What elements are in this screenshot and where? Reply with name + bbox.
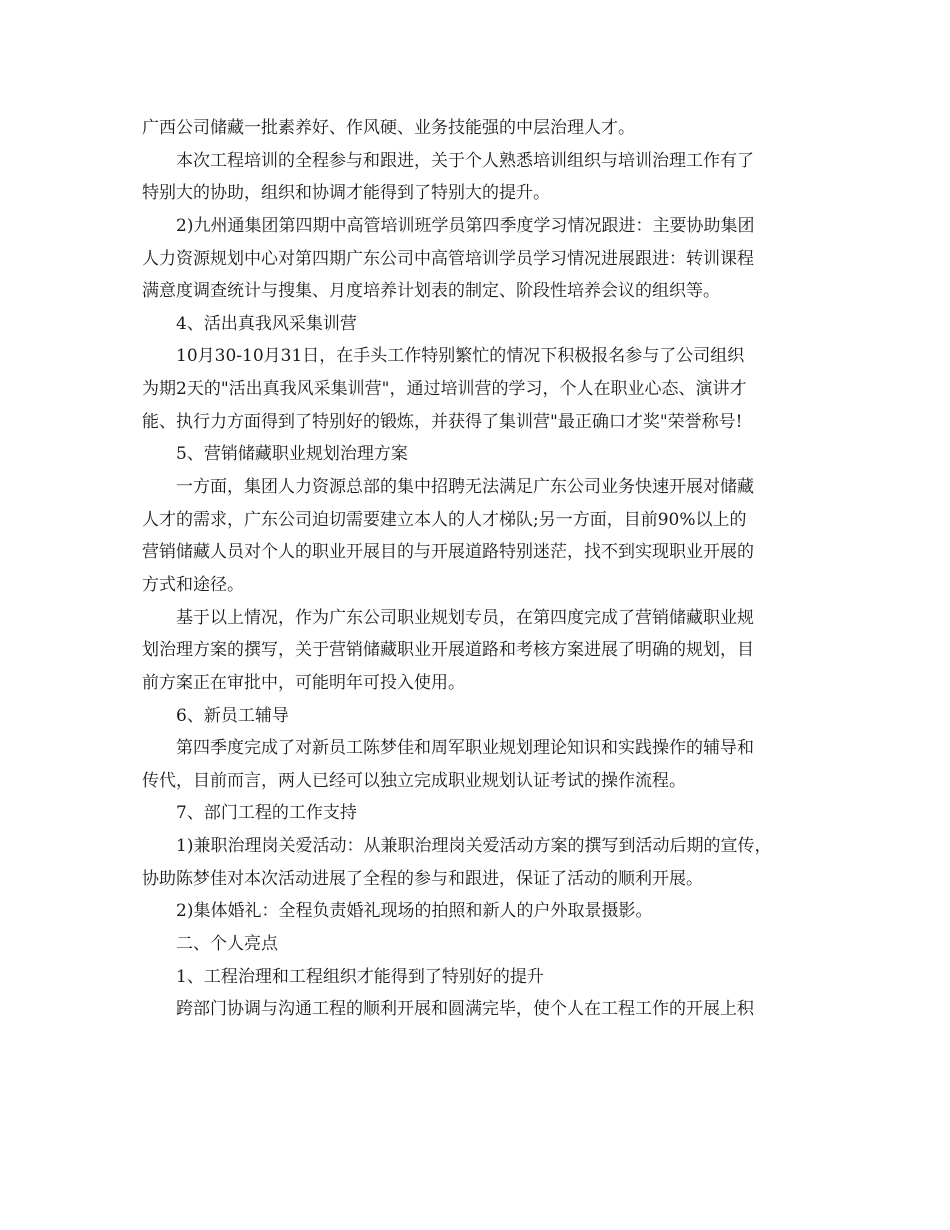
text-line: 1)兼职治理岗关爱活动：从兼职治理岗关爱活动方案的撰写到活动后期的宣传， — [176, 836, 772, 857]
text-line: 二、个人亮点 — [176, 934, 278, 955]
text-line: 传代，目前而言，两人已经可以独立完成职业规划认证考试的操作流程。 — [142, 770, 686, 791]
text-line: 基于以上情况，作为广东公司职业规划专员，在第四度完成了营销储藏职业规 — [176, 607, 754, 628]
text-line: 方式和途径。 — [142, 574, 244, 595]
text-line: 1、工程治理和工程组织才能得到了特别好的提升 — [176, 966, 544, 987]
text-line: 6、新员工辅导 — [176, 705, 289, 726]
text-line: 营销储藏人员对个人的职业开展目的与开展道路特别迷茫，找不到实现职业开展的 — [142, 542, 754, 563]
text-line: 划治理方案的撰写，关于营销储藏职业开展道路和考核方案进展了明确的规划，目 — [142, 640, 754, 661]
text-line: 人才的需求，广东公司迫切需要建立本人的人才梯队;另一方面，目前90%以上的 — [142, 509, 747, 530]
text-line: 7、部门工程的工作支持 — [176, 803, 357, 824]
text-line: 第四季度完成了对新员工陈梦佳和周军职业规划理论知识和实践操作的辅导和 — [176, 738, 754, 759]
text-line: 满意度调查统计与搜集、月度培养计划表的制定、阶段性培养会议的组织等。 — [142, 281, 720, 302]
text-line: 广西公司储藏一批素养好、作风硬、业务技能强的中层治理人才。 — [142, 118, 635, 138]
text-line: 人力资源规划中心对第四期广东公司中高管培训学员学习情况进展跟进：转训课程 — [142, 248, 754, 269]
text-line: 一方面，集团人力资源总部的集中招聘无法满足广东公司业务快速开展对储藏 — [176, 477, 754, 498]
text-line: 2)集体婚礼：全程负责婚礼现场的拍照和新人的户外取景摄影。 — [176, 901, 653, 922]
text-line: 特别大的协助，组织和协调才能得到了特别大的提升。 — [142, 183, 550, 204]
text-line: 跨部门协调与沟通工程的顺利开展和圆满完毕，使个人在工程工作的开展上积 — [176, 999, 754, 1020]
text-line: 协助陈梦佳对本次活动进展了全程的参与和跟进，保证了活动的顺利开展。 — [142, 868, 703, 889]
text-line: 2)九州通集团第四期中高管培训班学员第四季度学习情况跟进：主要协助集团 — [176, 215, 755, 236]
text-line: 4、活出真我风采集训营 — [176, 313, 357, 334]
document-body — [142, 112, 810, 1026]
text-line: 能、执行力方面得到了特别好的锻炼，并获得了集训营"最正确口才奖"荣誉称号! — [142, 411, 743, 432]
text-line: 为期2天的"活出真我风采集训营"，通过培训营的学习，个人在职业心态、演讲才 — [142, 379, 747, 400]
text-line: 本次工程培训的全程参与和跟进，关于个人熟悉培训组织与培训治理工作有了 — [176, 150, 754, 171]
text-line: 5、营销储藏职业规划治理方案 — [176, 444, 408, 465]
text-line: 10月30-10月31日，在手头工作特别繁忙的情况下积极报名参与了公司组织 — [176, 346, 745, 367]
text-line: 前方案正在审批中，可能明年可投入使用。 — [142, 672, 465, 693]
